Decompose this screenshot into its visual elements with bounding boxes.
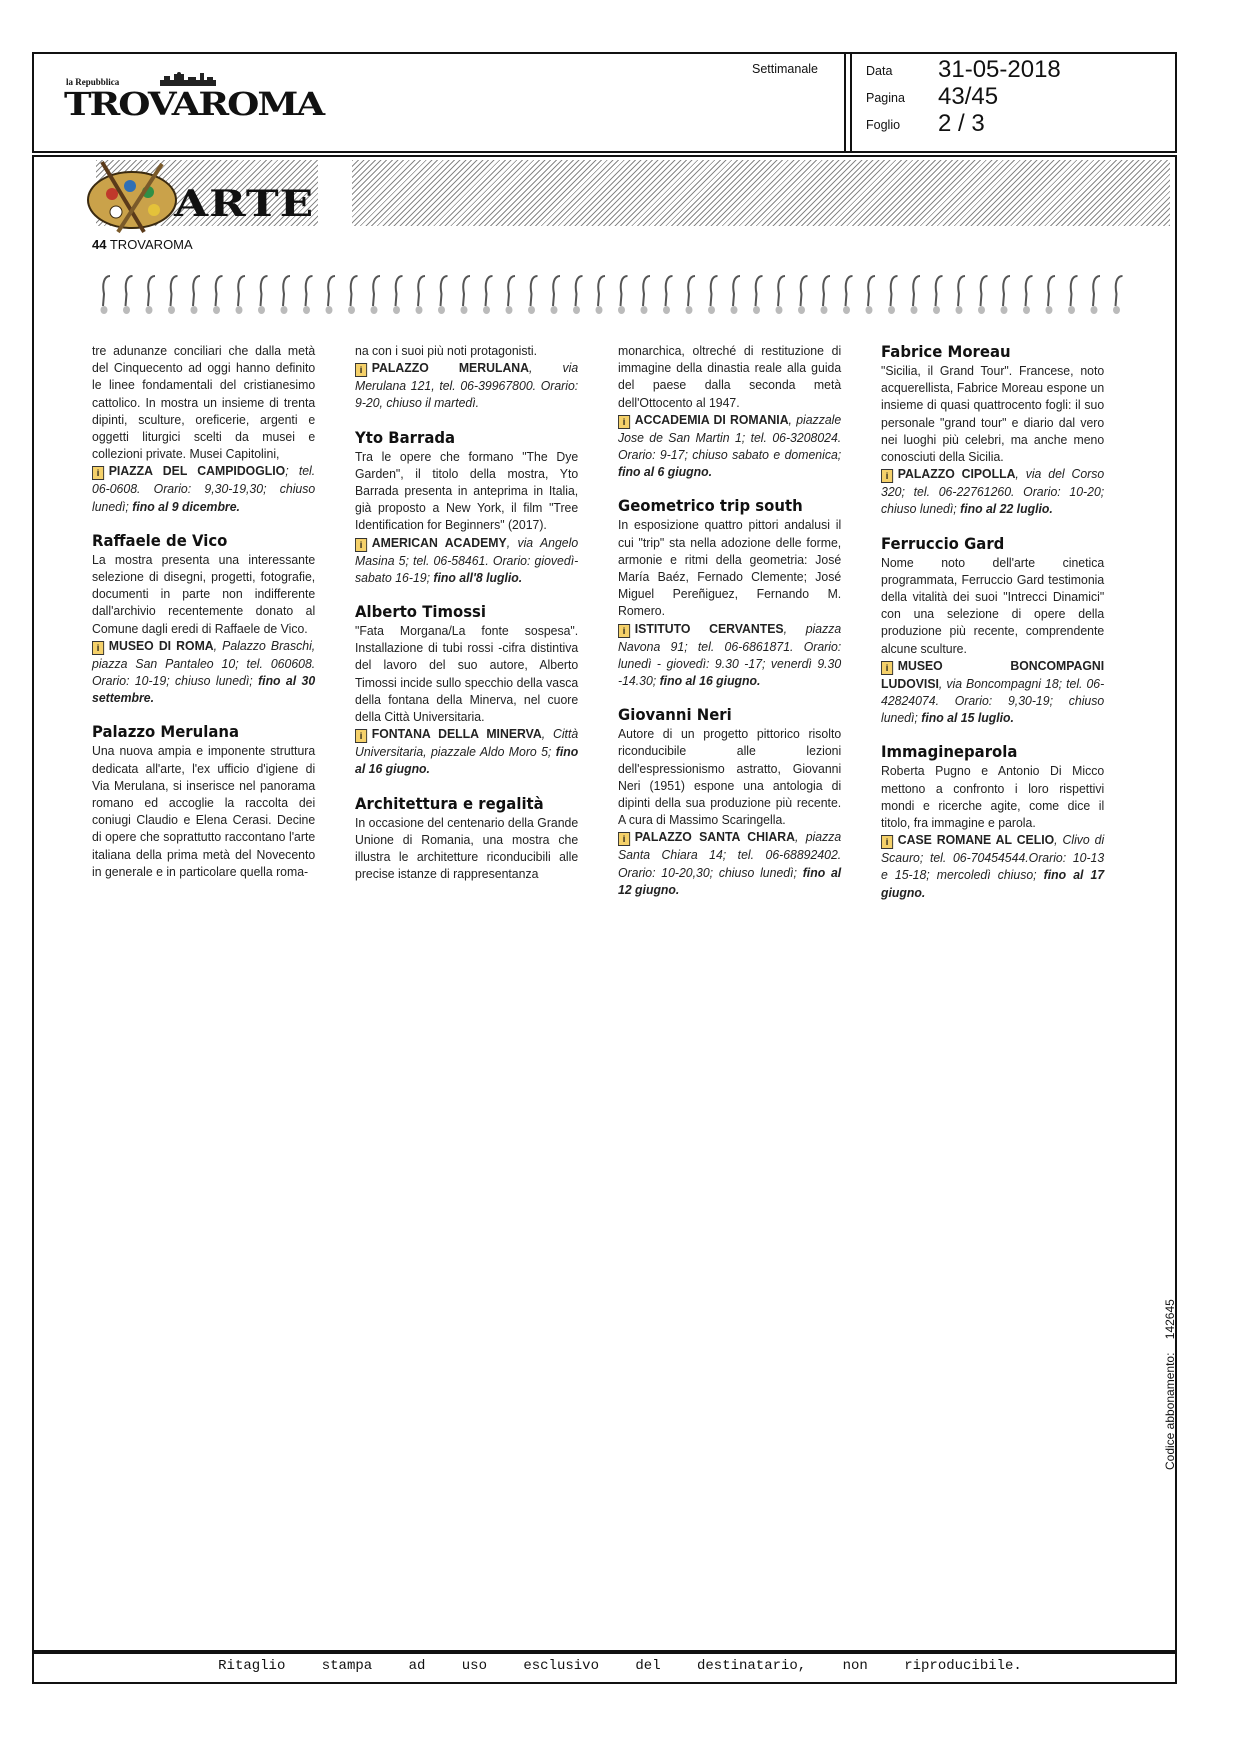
masthead-small-brand: la Repubblica <box>66 77 120 87</box>
spiral-binding-icon <box>94 272 1134 318</box>
spiral-hole-icon <box>348 306 355 314</box>
exhibition-body: "Sicilia, il Grand Tour". Francese, noto acquerellista, Fabrice Moreau espone un insieme di quasi quattrocento fogli: il suo personale "grand tour" e diario dal vero nei luoghi più celebri, ma anche meno conosciuti della Sicilia. <box>881 363 1105 465</box>
spiral-ring-icon <box>328 276 335 306</box>
exhibition-text <box>881 762 1104 900</box>
spiral-hole-icon <box>303 306 310 314</box>
section-title: ARTE <box>174 183 315 225</box>
venue-info: , piazzale Jose de San Martin 1; tel. 06-3208024. Orario: 9-17; chiuso sabato e domenica; <box>618 411 842 463</box>
exhibition-title: Architettura e regalità <box>355 793 544 813</box>
spiral-hole-icon <box>731 306 738 314</box>
header-divider-left <box>844 54 846 151</box>
venue-info: , via Angelo Masina 5; tel. 06-58461. Orario: giovedì-sabato 16-19; <box>355 534 579 585</box>
spiral-hole-icon <box>821 306 828 314</box>
spiral-ring-icon <box>148 276 155 306</box>
exhibition-title: Immagineparola <box>881 742 1018 762</box>
exhibition-body: In occasione del centenario della Grande Unione di Romania, una mostra che illustra le architetture riconducibili alle precise istanze di rappresentanza <box>355 814 579 882</box>
date-value: 31-05-2018 <box>938 56 1061 83</box>
spiral-ring-icon <box>441 276 448 306</box>
venue-info: , via del Corso 320; tel. 06-22761260. Orario: 10-20; chiuso lunedì; <box>881 466 1105 517</box>
venue-info: , piazza Santa Chiara 14; tel. 06-68892402. Orario: 10-20,30; chiuso lunedì; <box>618 829 842 880</box>
exhibition-body: Tra le opere che formano "The Dye Garden", il titolo della mostra, Yto Barrada presenta in anteprima in Italia, già proposto a New York, il film "Tree Identification for Beginners" (2017). <box>355 448 579 533</box>
info-icon: i <box>618 415 630 429</box>
exhibition-body: Roberta Pugno e Antonio Di Micco mettono a confronto i loro rispettivi mondi e ricerche agite, come dice il titolo, fra immagine e parola. <box>881 763 1105 831</box>
date-label: Data <box>866 64 893 78</box>
exhibition-text <box>618 725 841 898</box>
exhibition-title: Raffaele de Vico <box>92 530 228 550</box>
exhibition-title: Geometrico trip south <box>618 496 803 516</box>
exhibition-text <box>92 342 315 515</box>
exhibition-text <box>881 554 1104 727</box>
spiral-hole-icon <box>416 306 423 314</box>
spiral-ring-icon <box>1048 276 1055 306</box>
spiral-hole-icon <box>393 306 400 314</box>
venue-info: , Città Universitaria, piazzale Aldo Moro 5; <box>355 726 579 760</box>
spiral-hole-icon <box>1046 306 1053 314</box>
spiral-hole-icon <box>168 306 175 314</box>
article-column-4 <box>881 342 1104 901</box>
spiral-ring-icon <box>868 276 875 306</box>
masthead-brand: TROVAROMA <box>64 85 324 123</box>
exhibition-text <box>355 814 578 883</box>
info-icon: i <box>881 661 893 675</box>
exhibition-text <box>92 551 315 707</box>
spiral-ring-icon <box>486 276 493 306</box>
spiral-hole-icon <box>866 306 873 314</box>
sheet-label: Foglio <box>866 118 901 132</box>
page-label: Pagina <box>866 91 905 105</box>
spiral-hole-icon <box>483 306 490 314</box>
spiral-hole-icon <box>596 306 603 314</box>
info-icon: i <box>618 832 630 846</box>
spiral-hole-icon <box>1023 306 1030 314</box>
venue-info: , piazza Navona 91; tel. 06-6861871. Orario: lunedì - giovedì: 9.30 -17; venerdì 9.30 -14.30; <box>618 620 842 689</box>
page-brand: TROVAROMA <box>109 237 193 252</box>
spiral-ring-icon <box>1071 276 1078 306</box>
info-icon: i <box>355 363 367 377</box>
exhibition-body: Nome noto dell'arte cinetica programmata, Ferruccio Gard testimonia della vitalità dei suoi "Intrecci Dinamici" con una selezione di opere della produzione più recente, comprendente alcune sculture. <box>881 554 1105 656</box>
spiral-ring-icon <box>171 276 178 306</box>
footer-disclaimer: Ritaglio stampa ad uso esclusivo del destinatario, non riproducibile. <box>218 1658 1022 1674</box>
spiral-ring-icon <box>778 276 785 306</box>
spiral-hole-icon <box>933 306 940 314</box>
article-column-1 <box>92 342 315 880</box>
article-column-2 <box>355 342 578 882</box>
spiral-ring-icon <box>846 276 853 306</box>
spiral-hole-icon <box>461 306 468 314</box>
sheet-value: 2 / 3 <box>938 110 985 137</box>
section-page-number <box>92 237 193 252</box>
spiral-ring-icon <box>981 276 988 306</box>
venue-name: PALAZZO CIPOLLA <box>897 466 1016 482</box>
spiral-hole-icon <box>1068 306 1075 314</box>
spiral-hole-icon <box>573 306 580 314</box>
exhibition-body: La mostra presenta una interessante selezione di disegni, progetti, fotografie, documenti in parte non indifferente dall'archivio recentemente donato al Comune dagli eredi di Raffaele de Vico. <box>92 551 316 636</box>
spiral-hole-icon <box>911 306 918 314</box>
info-icon: i <box>355 729 367 743</box>
spiral-ring-icon <box>238 276 245 306</box>
spiral-ring-icon <box>801 276 808 306</box>
spiral-ring-icon <box>103 276 110 306</box>
exhibition-body: "Fata Morgana/La fonte sospesa". Installazione di tubi rossi -cifra distintiva del lavoro del suo autore, Alberto Timossi incide sullo specchio della vasca della fontana della Minerva, nel cuore della Città Universitaria. <box>355 623 579 725</box>
closing-date: fino al 12 giugno. <box>618 864 842 897</box>
spiral-ring-icon <box>936 276 943 306</box>
exhibition-title: Palazzo Merulana <box>92 722 240 742</box>
palette-icon <box>82 158 182 236</box>
spiral-hole-icon <box>326 306 333 314</box>
spiral-ring-icon <box>958 276 965 306</box>
spiral-ring-icon <box>913 276 920 306</box>
info-icon: i <box>92 641 104 655</box>
spiral-hole-icon <box>641 306 648 314</box>
spiral-hole-icon <box>146 306 153 314</box>
spiral-ring-icon <box>396 276 403 306</box>
spiral-hole-icon <box>956 306 963 314</box>
exhibition-body: In esposizione quattro pittori andalusi il cui "trip" sta nella adozione delle forme, armonie e ritmi della geometria: José María Baéz, Fernado Clemente; José Miguel Pereñiguez, Fernando M. Romero. <box>618 517 842 619</box>
exhibition-text <box>355 622 578 778</box>
venue-name: ACCADEMIA DI ROMANIA <box>634 411 789 427</box>
spiral-hole-icon <box>618 306 625 314</box>
spiral-hole-icon <box>686 306 693 314</box>
article-column-3 <box>618 342 841 898</box>
venue-name: MUSEO DI ROMA <box>108 637 214 653</box>
venue-name: PIAZZA DEL CAMPIDOGLIO <box>108 463 286 479</box>
spiral-ring-icon <box>418 276 425 306</box>
exhibition-text <box>881 362 1104 518</box>
exhibition-body: monarchica, oltreché di restituzione di immagine della dinastia reale alla guida del paese dalla seconda metà dell'Ottocento al 1947. <box>618 343 842 410</box>
exhibition-text <box>355 342 578 412</box>
exhibition-title: Ferruccio Gard <box>881 533 1005 553</box>
venue-info: , Clivo di Scauro; tel. 06-70454544.Orario: 10-13 e 15-18; mercoledì chiuso; <box>881 832 1105 883</box>
spiral-ring-icon <box>1093 276 1100 306</box>
spiral-ring-icon <box>261 276 268 306</box>
exhibition-body: Autore di un progetto pittorico risolto riconducibile alle lezioni dell'espressionismo astratto, Giovanni Neri (1951) espone una antologia di dipinti della sua produzione più recente. A cura di Massimo Scaringella. <box>618 726 842 828</box>
spiral-ring-icon <box>508 276 515 306</box>
spiral-ring-icon <box>576 276 583 306</box>
spiral-ring-icon <box>733 276 740 306</box>
spiral-hole-icon <box>506 306 513 314</box>
closing-date: fino all'8 luglio. <box>433 569 523 585</box>
exhibition-title: Yto Barrada <box>355 427 456 447</box>
venue-info: , via Merulana 121, tel. 06-39967800. Orario: 9-20, chiuso il martedì. <box>355 360 579 411</box>
closing-date: fino al 16 giugno. <box>659 673 761 689</box>
venue-name: PALAZZO SANTA CHIARA <box>634 829 795 845</box>
venue-info: , Palazzo Braschi, piazza San Pantaleo 10; tel. 060608. Orario: 10-19; chiuso lunedì; <box>92 637 316 689</box>
spiral-hole-icon <box>191 306 198 314</box>
spiral-ring-icon <box>598 276 605 306</box>
venue-name: FONTANA DELLA MINERVA <box>371 726 542 742</box>
spiral-ring-icon <box>216 276 223 306</box>
skyline-logo-icon <box>160 72 216 86</box>
section-hatch-band <box>352 160 1170 226</box>
info-icon: i <box>355 538 367 552</box>
spiral-hole-icon <box>798 306 805 314</box>
spiral-hole-icon <box>978 306 985 314</box>
spiral-hole-icon <box>101 306 108 314</box>
spiral-ring-icon <box>553 276 560 306</box>
spiral-hole-icon <box>438 306 445 314</box>
exhibition-body: tre adunanze conciliari che dalla metà del Cinquecento ad oggi hanno definito le linee fondamentali del cristianesimo cattolico. In mostra un insieme di trenta dipinti, sculture, oreficerie, argenti e oggetti liturgici scelti da musei e collezioni private. Musei Capitolini, <box>92 343 316 462</box>
closing-date: fino al 17 giugno. <box>881 867 1105 900</box>
spiral-hole-icon <box>528 306 535 314</box>
closing-date: fino al 6 giugno. <box>618 464 713 480</box>
spiral-ring-icon <box>621 276 628 306</box>
spiral-ring-icon <box>1116 276 1123 306</box>
subscription-number: 142645 <box>1163 1299 1177 1340</box>
closing-date: fino al 9 dicembre. <box>132 498 240 514</box>
spiral-ring-icon <box>1026 276 1033 306</box>
spiral-hole-icon <box>708 306 715 314</box>
closing-date: fino al 15 luglio. <box>921 710 1014 726</box>
closing-date: fino al 22 luglio. <box>960 501 1053 517</box>
exhibition-text <box>618 342 841 480</box>
spiral-hole-icon <box>258 306 265 314</box>
spiral-ring-icon <box>666 276 673 306</box>
spiral-hole-icon <box>236 306 243 314</box>
closing-date: fino al 16 giugno. <box>355 744 579 777</box>
spiral-ring-icon <box>643 276 650 306</box>
spiral-hole-icon <box>663 306 670 314</box>
exhibition-body: Una nuova ampia e imponente struttura dedicata all'arte, l'ex ufficio d'igiene di Via Merulana, si inserisce nel panorama romano ed accoglie la raccolta dei coniugi Claudio e Elena Cerasi. Decine di opere che soprattutto raccontano l'arte italiana della prima metà del Novecento in generale e in particolare quella roma- <box>92 743 316 879</box>
spiral-ring-icon <box>756 276 763 306</box>
subscription-code <box>1163 1299 1177 1470</box>
venue-name: AMERICAN ACADEMY <box>371 534 507 550</box>
frequency-label: Settimanale <box>752 62 819 76</box>
page-value: 43/45 <box>938 83 999 110</box>
spiral-hole-icon <box>213 306 220 314</box>
exhibition-title: Fabrice Moreau <box>881 342 1011 361</box>
spiral-hole-icon <box>776 306 783 314</box>
venue-name: ISTITUTO CERVANTES <box>634 620 784 636</box>
spiral-ring-icon <box>126 276 133 306</box>
spiral-hole-icon <box>1113 306 1120 314</box>
spiral-hole-icon <box>843 306 850 314</box>
info-icon: i <box>881 835 893 849</box>
exhibition-text <box>92 742 315 880</box>
spiral-hole-icon <box>753 306 760 314</box>
spiral-ring-icon <box>463 276 470 306</box>
info-icon: i <box>881 469 893 483</box>
spiral-ring-icon <box>283 276 290 306</box>
spiral-ring-icon <box>891 276 898 306</box>
exhibition-title: Alberto Timossi <box>355 602 487 622</box>
spiral-ring-icon <box>351 276 358 306</box>
spiral-ring-icon <box>688 276 695 306</box>
venue-info: , via Boncompagni 18; tel. 06-42824074. Orario: 9,30-19; chiuso lunedì; <box>881 675 1105 726</box>
exhibition-body: na con i suoi più noti protagonisti. <box>355 343 538 358</box>
spiral-ring-icon <box>193 276 200 306</box>
header-divider-right <box>850 54 852 151</box>
subscription-label: Codice abbonamento: <box>1163 1352 1177 1470</box>
spiral-hole-icon <box>551 306 558 314</box>
spiral-hole-icon <box>281 306 288 314</box>
exhibition-title: Giovanni Neri <box>618 705 732 725</box>
closing-date: fino al 30 settembre. <box>92 673 316 706</box>
spiral-ring-icon <box>1003 276 1010 306</box>
spiral-hole-icon <box>123 306 130 314</box>
venue-name: PALAZZO MERULANA <box>371 360 530 376</box>
spiral-hole-icon <box>1091 306 1098 314</box>
info-icon: i <box>618 624 630 638</box>
spiral-ring-icon <box>306 276 313 306</box>
exhibition-text <box>618 516 841 689</box>
venue-name: MUSEO BONCOMPAGNI LUDOVISI <box>881 657 1105 691</box>
exhibition-text <box>355 448 578 586</box>
page-number: 44 <box>92 237 107 252</box>
venue-info: ; tel. 06-0608. Orario: 9,30-19,30; chiuso lunedì; <box>92 463 316 514</box>
info-icon: i <box>92 466 104 480</box>
venue-name: CASE ROMANE AL CELIO <box>897 832 1055 848</box>
spiral-hole-icon <box>888 306 895 314</box>
spiral-ring-icon <box>373 276 380 306</box>
spiral-ring-icon <box>711 276 718 306</box>
spiral-ring-icon <box>531 276 538 306</box>
spiral-hole-icon <box>1001 306 1008 314</box>
spiral-ring-icon <box>823 276 830 306</box>
spiral-hole-icon <box>371 306 378 314</box>
